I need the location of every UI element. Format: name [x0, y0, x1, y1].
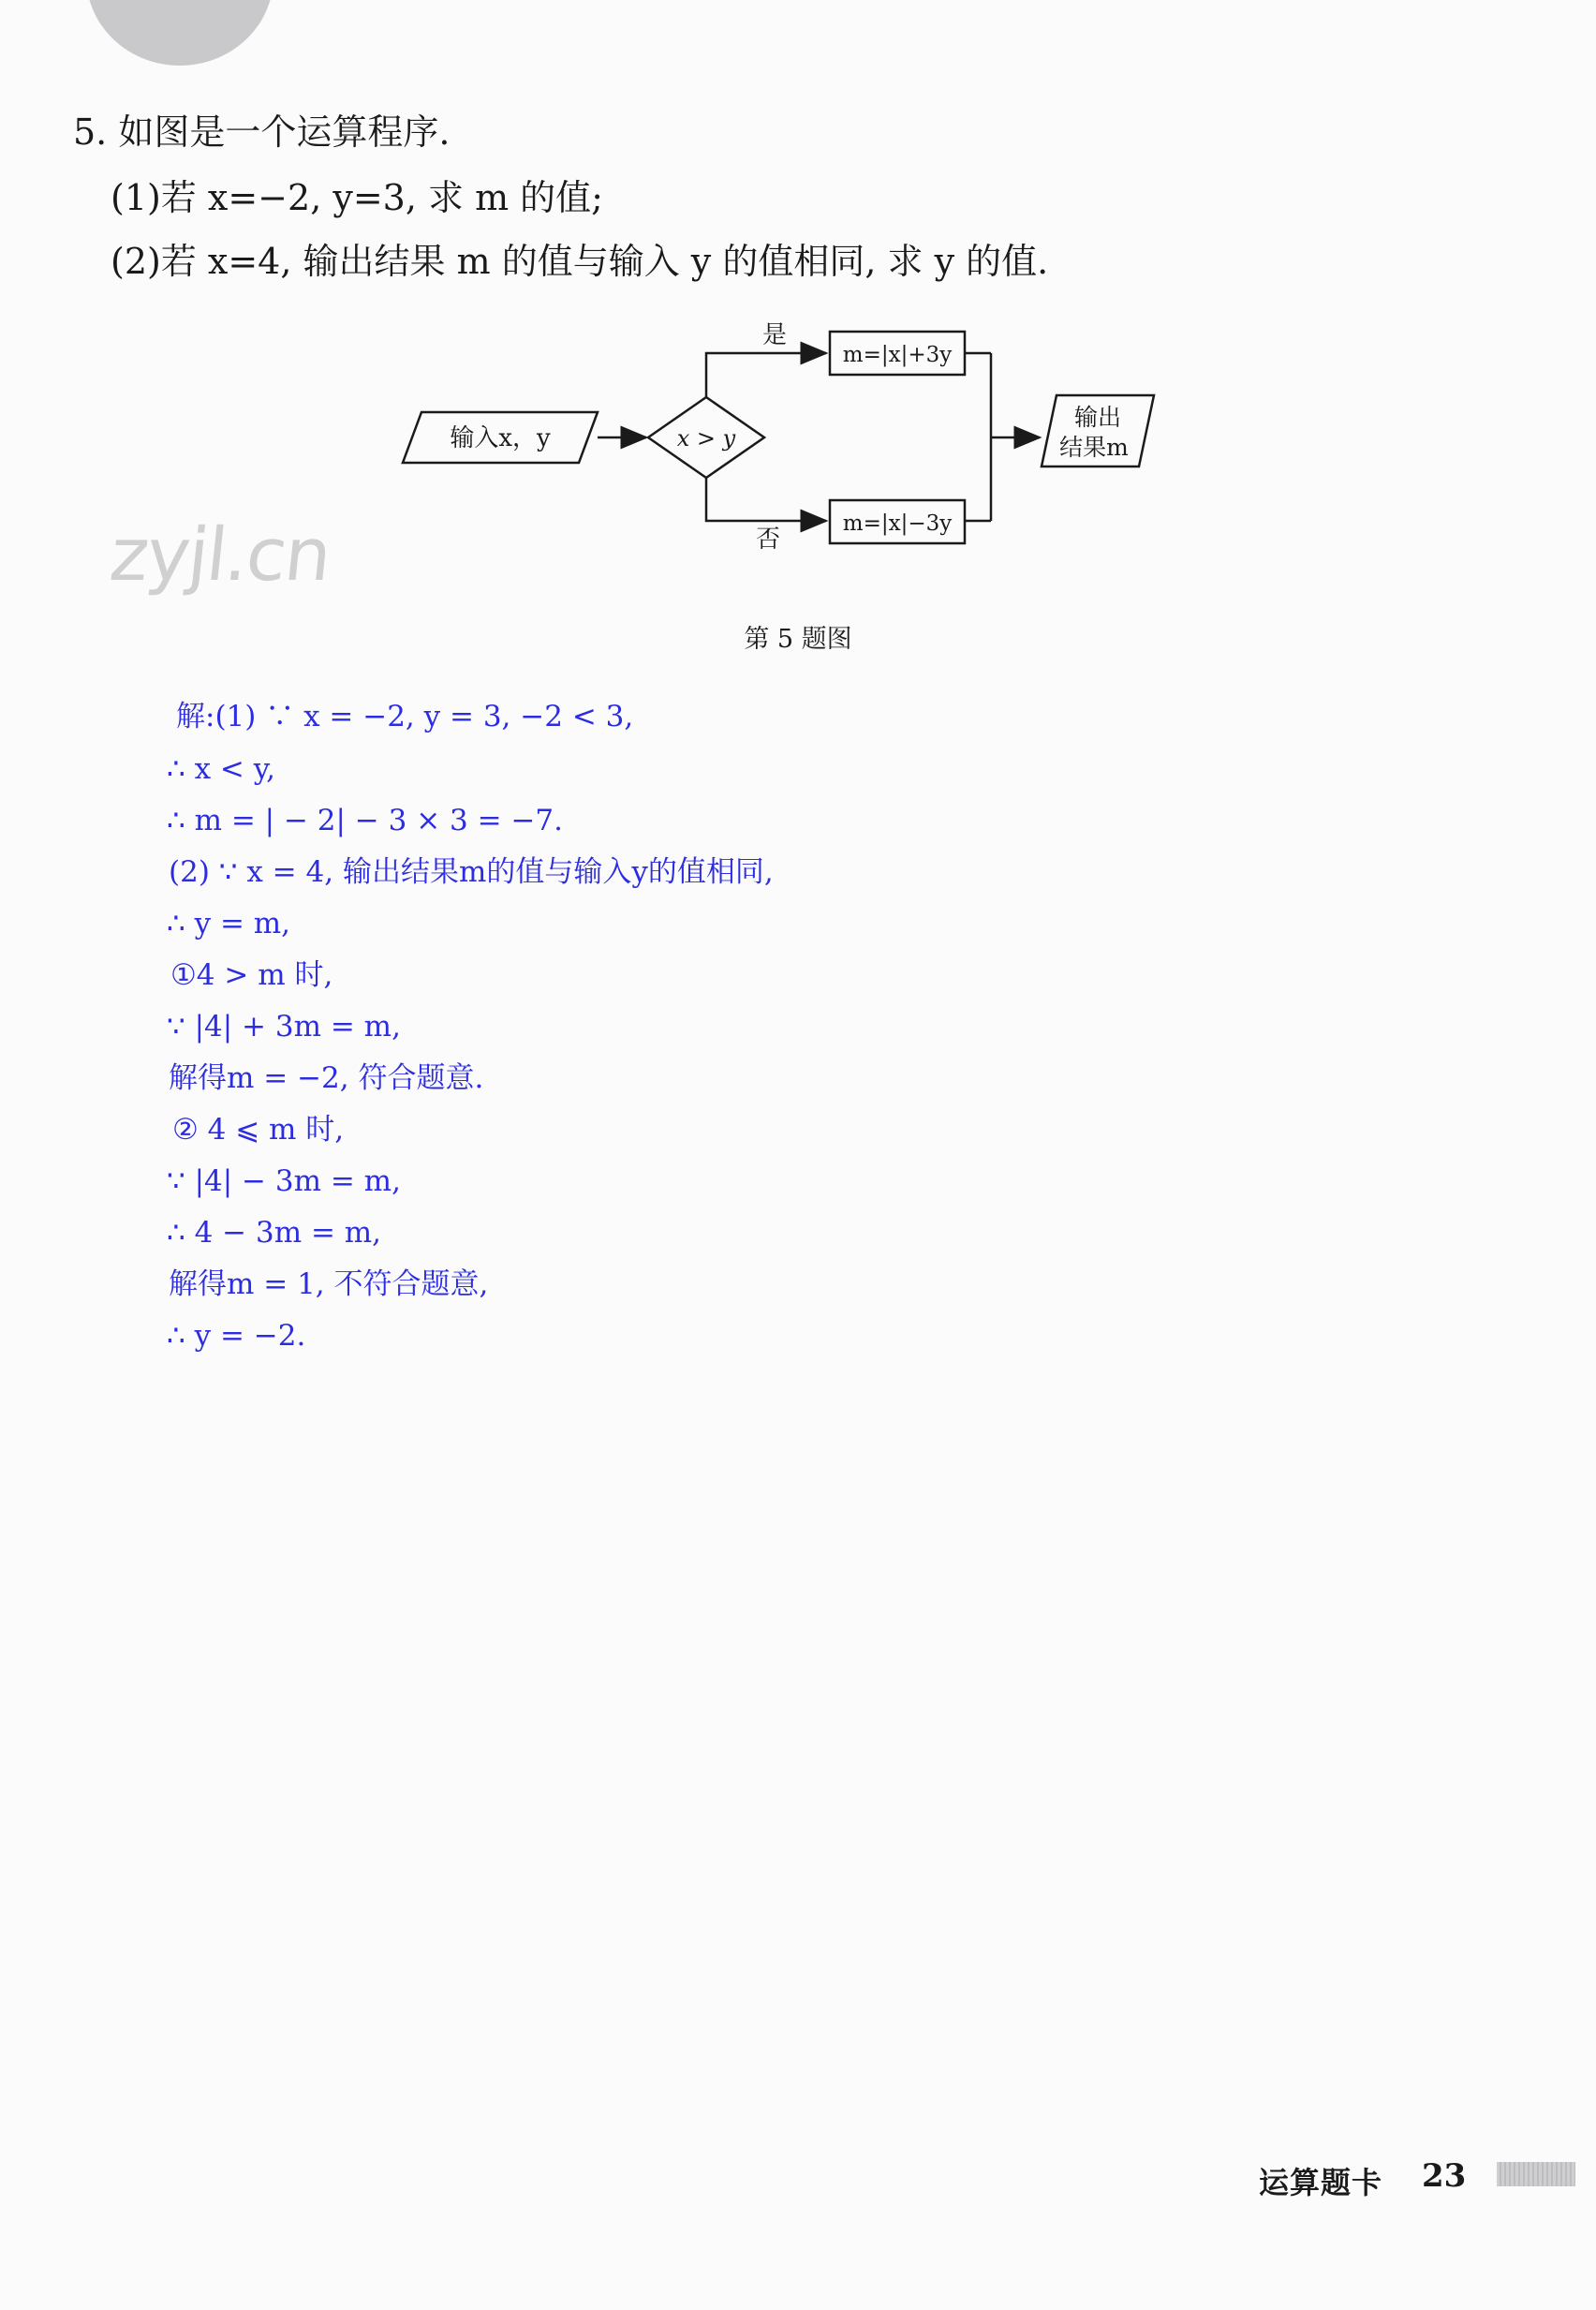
yes-label: 是 [761, 321, 788, 349]
solution-line: ∵ |4| − 3m = m, [167, 1164, 401, 1198]
output-label-line2: 结果m [1059, 434, 1129, 461]
solution-line: ∴ y = m, [167, 907, 291, 940]
solution-line: 解得m = −2, 符合题意. [169, 1061, 484, 1095]
solution-line: ∵ |4| + 3m = m, [167, 1010, 401, 1044]
solution-line: ∴ y = −2. [167, 1319, 306, 1353]
watermark: zyjl.cn [106, 513, 334, 598]
no-label: 否 [755, 526, 781, 554]
solution-line: 解:(1) ∵ x = −2, y = 3, −2 < 3, [176, 700, 634, 733]
solution-line: ∴ m = | − 2| − 3 × 3 = −7. [167, 804, 563, 837]
solution-line: ∴ 4 − 3m = m, [167, 1216, 382, 1250]
figure-caption: 第 5 题图 [744, 625, 852, 654]
input-label: 输入x，y [450, 424, 551, 452]
question-part-1: (1)若 x=−2, y=3, 求 m 的值; [111, 177, 603, 218]
solution-line: ② 4 ⩽ m 时, [172, 1113, 345, 1147]
question-stem: 5. 如图是一个运算程序. [73, 111, 451, 153]
solution-line: ①4 > m 时, [170, 958, 333, 992]
page-corner-shadow [86, 0, 273, 66]
solution-line: 解得m = 1, 不符合题意, [169, 1267, 489, 1301]
footer-decoration-bar [1497, 2162, 1575, 2186]
yes-formula: m=|x|+3y [842, 343, 953, 367]
solution-line: ∴ x < y, [167, 752, 275, 786]
section-title: 运算题卡 [1259, 2165, 1383, 2200]
no-formula: m=|x|−3y [842, 511, 953, 536]
yes-branch-line [706, 353, 826, 397]
question-part-2: (2)若 x=4, 输出结果 m 的值与输入 y 的值相同, 求 y 的值. [111, 241, 1049, 282]
solution-line: (2) ∵ x = 4, 输出结果m的值与输入y的值相同, [169, 855, 774, 889]
page-number: 23 [1422, 2157, 1467, 2195]
decision-condition: x > y [676, 425, 736, 452]
flowchart-diagram [393, 309, 1171, 581]
output-label-line1: 输出 [1073, 404, 1122, 431]
no-branch-line [706, 478, 826, 521]
